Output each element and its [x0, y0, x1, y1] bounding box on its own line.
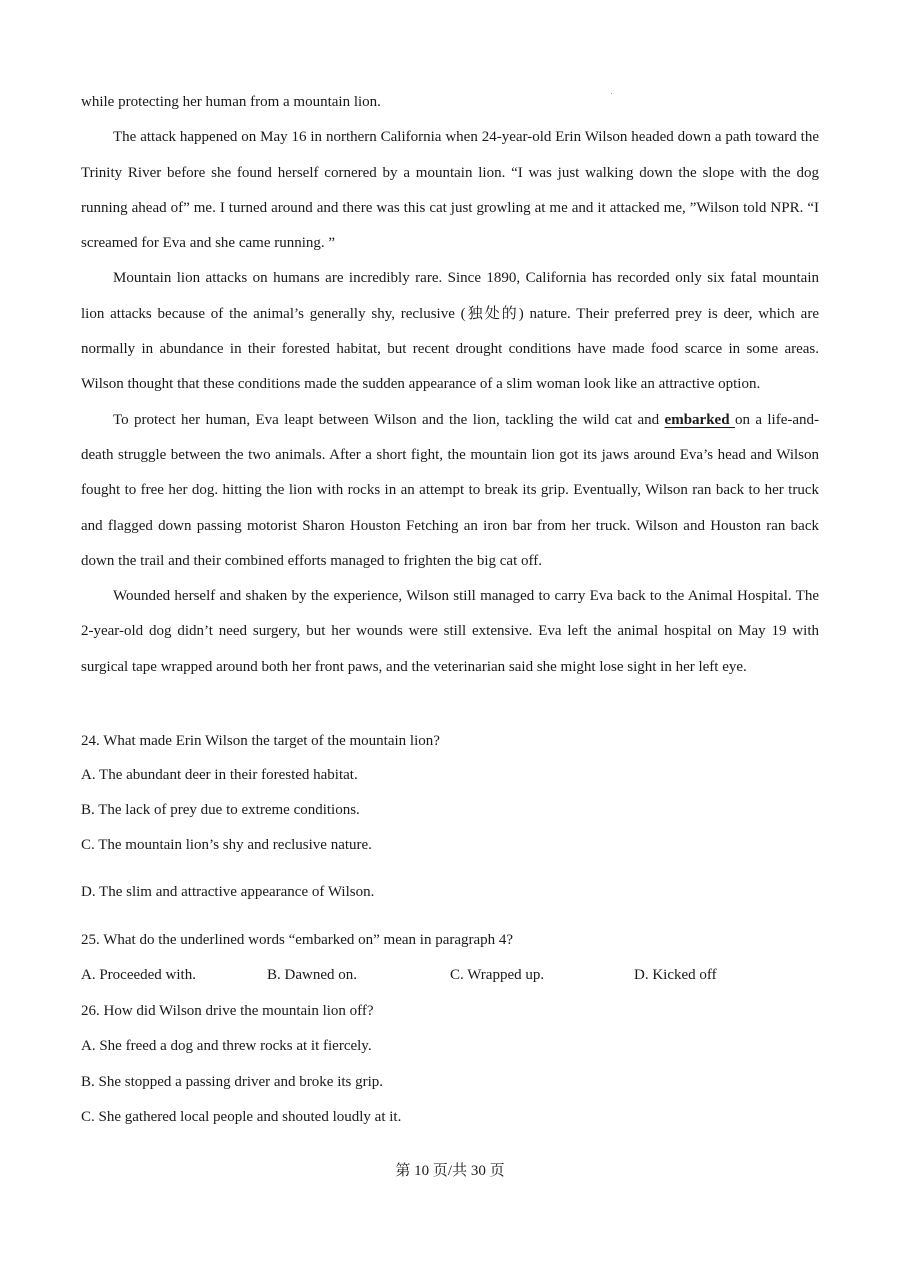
page-number-footer: 第 10 页/共 30 页 [395, 1163, 505, 1179]
question-25-stem: 25. What do the underlined words “embarked on” mean in paragraph 4? [81, 932, 514, 948]
question-25-option-d: D. Kicked off [634, 967, 717, 983]
question-24-stem: 24. What made Erin Wilson the target of the mountain lion? [81, 733, 440, 749]
paragraph-text-after: on a life-and-death struggle between the two animals. After a short fight, the mountain lion got its jaws around Eva’s head and Wilson fought to free her dog. hitting the lion with rocks in an attempt to break its grip. Eventually, Wilson ran back to her truck and flagged down passing motorist Sharon Houston Fetching an iron bar from her truck. Wilson and Houston ran back down the trail and their combined efforts managed to frighten the big cat off. [81, 411, 819, 569]
reading-passage [81, 85, 819, 685]
question-26-stem: 26. How did Wilson drive the mountain lion off? [81, 1003, 374, 1019]
question-24-option-b: B. The lack of prey due to extreme conditions. [81, 802, 360, 818]
passage-paragraph-4: Wounded herself and shaken by the experience, Wilson still managed to carry Eva back to the Animal Hospital. The 2-year-old dog didn’t need surgery, but her wounds were still extensive. Eva left the animal hospital on May 19 with surgical tape wrapped around both her front paws, and the veterinarian said she might lose sight in her left eye. [81, 588, 819, 675]
question-26-option-a: A. She freed a dog and threw rocks at it fiercely. [81, 1038, 372, 1054]
passage-paragraph-3 [81, 403, 819, 579]
question-24-option-a: A. The abundant deer in their forested habitat. [81, 767, 358, 783]
question-25-options [81, 964, 781, 986]
passage-paragraph-1: The attack happened on May 16 in northern California when 24-year-old Erin Wilson headed down a path toward the Trinity River before she found herself cornered by a mountain lion. “I was just walking down the slope with the dog running ahead of” me. I turned around and there was this cat just growling at me and it attacked me, ”Wilson told NPR. “I screamed for Eva and she came running. ” [81, 129, 819, 252]
question-25-option-c: C. Wrapped up. [450, 967, 545, 983]
underlined-words: embarked [664, 411, 735, 428]
question-26-option-c: C. She gathered local people and shouted loudly at it. [81, 1109, 402, 1125]
passage-paragraph-continued: while protecting her human from a mountain lion. [81, 94, 381, 110]
passage-paragraph-2: Mountain lion attacks on humans are incredibly rare. Since 1890, California has recorded only six fatal mountain lion attacks because of the animal’s generally shy, reclusive (独处的) nature. Their preferred prey is deer, which are normally in abundance in their forested habitat, but recent drought conditions have made food scarce in some areas. Wilson thought that these conditions made the sudden appearance of a slim woman look like an attractive option. [81, 270, 819, 393]
question-24-option-d: D. The slim and attractive appearance of Wilson. [81, 884, 375, 900]
question-24-option-c: C. The mountain lion’s shy and reclusive nature. [81, 837, 372, 853]
question-25-option-b: B. Dawned on. [267, 967, 357, 983]
question-26-option-b: B. She stopped a passing driver and broke its grip. [81, 1074, 384, 1090]
question-25-option-a: A. Proceeded with. [81, 967, 196, 983]
paragraph-text-before: To protect her human, Eva leapt between Wilson and the lion, tackling the wild cat and [113, 411, 665, 428]
